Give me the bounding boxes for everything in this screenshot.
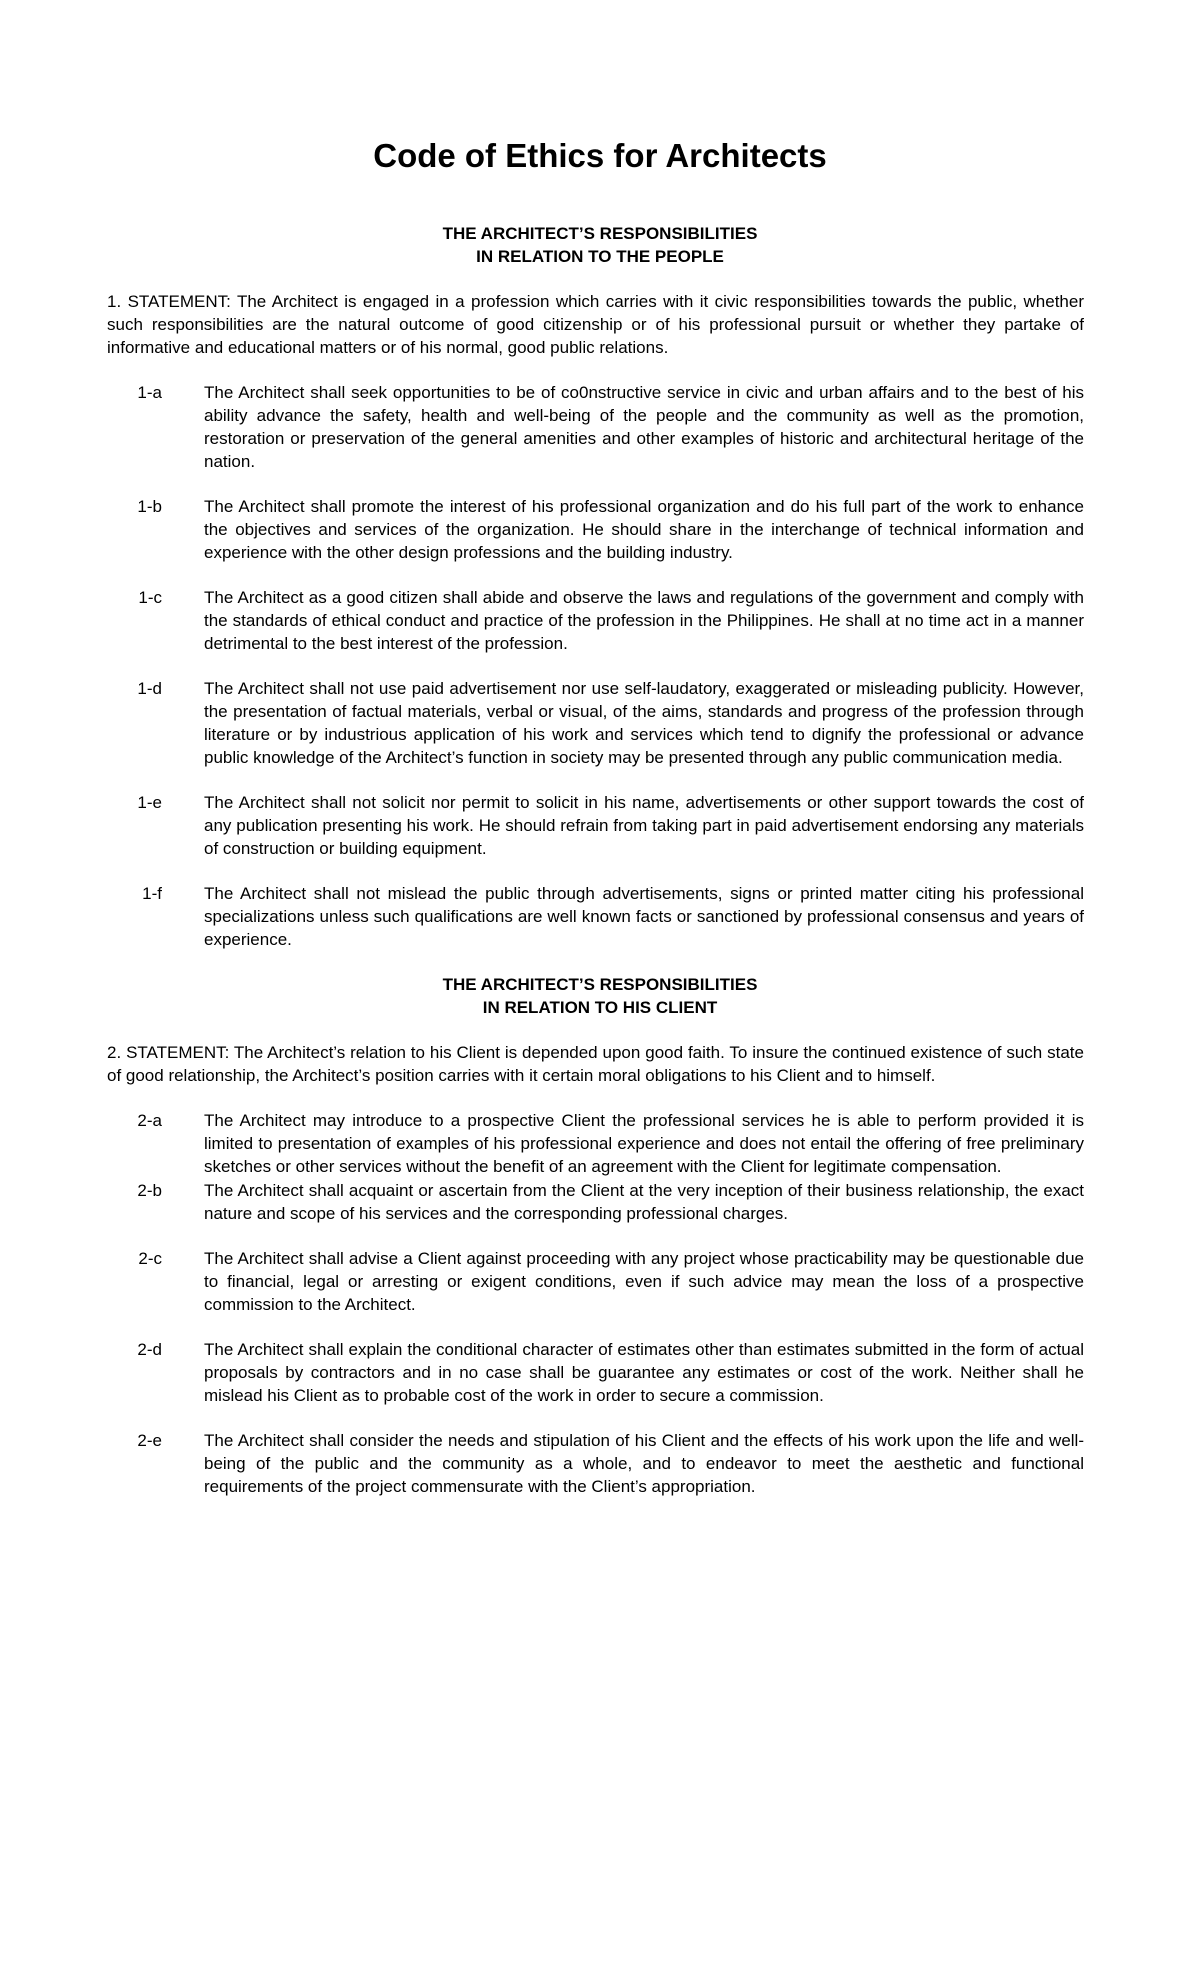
clause-2-e xyxy=(0,1429,1084,1498)
clause-text: The Architect shall not use paid advertisement nor use self-laudatory, exaggerated or misleading publicity. However, the presentation of factual materials, verbal or visual, of the aims, standards and progress of the profession through literature or by industrious application of his work and services which tend to dignify the professional or advance public knowledge of the Architect’s function in society may be presented through any public communication media. xyxy=(204,679,1084,767)
clause-text: The Architect may introduce to a prospective Client the professional services he is able to perform provided it is limited to presentation of examples of his professional experience and does not entail the offering of free preliminary sketches or other services without the benefit of an agreement with the Client for legitimate compensation. xyxy=(204,1111,1084,1176)
statement-2: 2. STATEMENT: The Architect’s relation to his Client is depended upon good faith. To insure the continued existence of such state of good relationship, the Architect’s position carries with it certain moral obligations to his Client and to himself. xyxy=(107,1043,1084,1085)
clause-1-d xyxy=(0,677,1084,769)
clause-2-d xyxy=(0,1338,1084,1407)
clause-text: The Architect shall consider the needs and stipulation of his Client and the effects of his work upon the life and well-being of the public and the community as a whole, and to endeavor to meet the aesthetic and functional requirements of the project commensurate with the Client’s appropriation. xyxy=(204,1431,1084,1496)
clause-number: 2-e xyxy=(137,1431,162,1450)
clause-number: 2-d xyxy=(137,1340,162,1359)
clause-1-a xyxy=(0,381,1084,473)
clause-text: The Architect shall not solicit nor permit to solicit in his name, advertisements or other support towards the cost of any publication presenting his work. He should refrain from taking part in paid advertisement endorsing any materials of construction or building equipment. xyxy=(204,793,1084,858)
statement-1: 1. STATEMENT: The Architect is engaged in a profession which carries with it civic responsibilities towards the public, whether such responsibilities are the natural outcome of good citizenship or of his professional pursuit or whether they partake of informative and educational matters or of his normal, good public relations. xyxy=(107,292,1084,357)
page-title: Code of Ethics for Architects xyxy=(373,137,827,174)
clause-text: The Architect shall promote the interest of his professional organization and do his full part of the work to enhance the objectives and services of the organization. He should share in the interchange of technical information and experience with the other design professions and the building industry. xyxy=(204,497,1084,562)
clause-number: 1-a xyxy=(137,383,162,402)
clause-1-e xyxy=(0,791,1084,860)
clause-text: The Architect as a good citizen shall abide and observe the laws and regulations of the government and comply with the standards of ethical conduct and practice of the profession in the Philippines. He shall at no time act in a manner detrimental to the best interest of the profession. xyxy=(204,588,1084,653)
clause-number: 2-b xyxy=(137,1181,162,1200)
clause-text: The Architect shall acquaint or ascertain from the Client at the very inception of their business relationship, the exact nature and scope of his services and the corresponding professional charges. xyxy=(204,1181,1084,1223)
clause-text: The Architect shall seek opportunities to be of co0nstructive service in civic and urban affairs and to the best of his ability advance the safety, health and well-being of the people and the community as well as the promotion, restoration or preservation of the general amenities and other examples of historic and architectural heritage of the nation. xyxy=(204,383,1084,471)
clause-number: 1-e xyxy=(137,793,162,812)
clause-number: 1-b xyxy=(137,497,162,516)
section-heading-line: THE ARCHITECT’S RESPONSIBILITIES xyxy=(442,975,758,994)
clause-text: The Architect shall not mislead the public through advertisements, signs or printed matter citing his professional specializations unless such qualifications are well known facts or sanctioned by professional consensus and years of experience. xyxy=(204,884,1084,949)
clause-number: 1-c xyxy=(138,588,162,607)
clause-number: 1-d xyxy=(137,679,162,698)
clause-1-f xyxy=(0,882,1084,951)
section-heading-line: THE ARCHITECT’S RESPONSIBILITIES xyxy=(442,224,758,243)
clause-2-a xyxy=(0,1109,1084,1178)
section-heading-line: IN RELATION TO HIS CLIENT xyxy=(482,998,718,1017)
clause-1-b xyxy=(0,495,1084,564)
clause-text: The Architect shall explain the conditional character of estimates other than estimates submitted in the form of actual proposals by contractors and in no case shall be guarantee any estimates or cost of the work. Neither shall he mislead his Client as to probable cost of the work in order to secure a commission. xyxy=(204,1340,1084,1405)
clause-number: 1-f xyxy=(142,884,162,903)
section-heading-line: IN RELATION TO THE PEOPLE xyxy=(476,247,724,266)
clause-2-c xyxy=(0,1247,1084,1316)
clause-1-c xyxy=(0,586,1084,655)
clause-2-b xyxy=(0,1179,1084,1225)
section-heading-client xyxy=(0,973,1200,1019)
clause-number: 2-c xyxy=(138,1249,162,1268)
clause-text: The Architect shall advise a Client against proceeding with any project whose practicability may be questionable due to financial, legal or arresting or exigent conditions, even if such advice may mean the loss of a prospective commission to the Architect. xyxy=(204,1249,1084,1314)
clause-number: 2-a xyxy=(137,1111,162,1130)
section-heading-people xyxy=(0,222,1200,268)
